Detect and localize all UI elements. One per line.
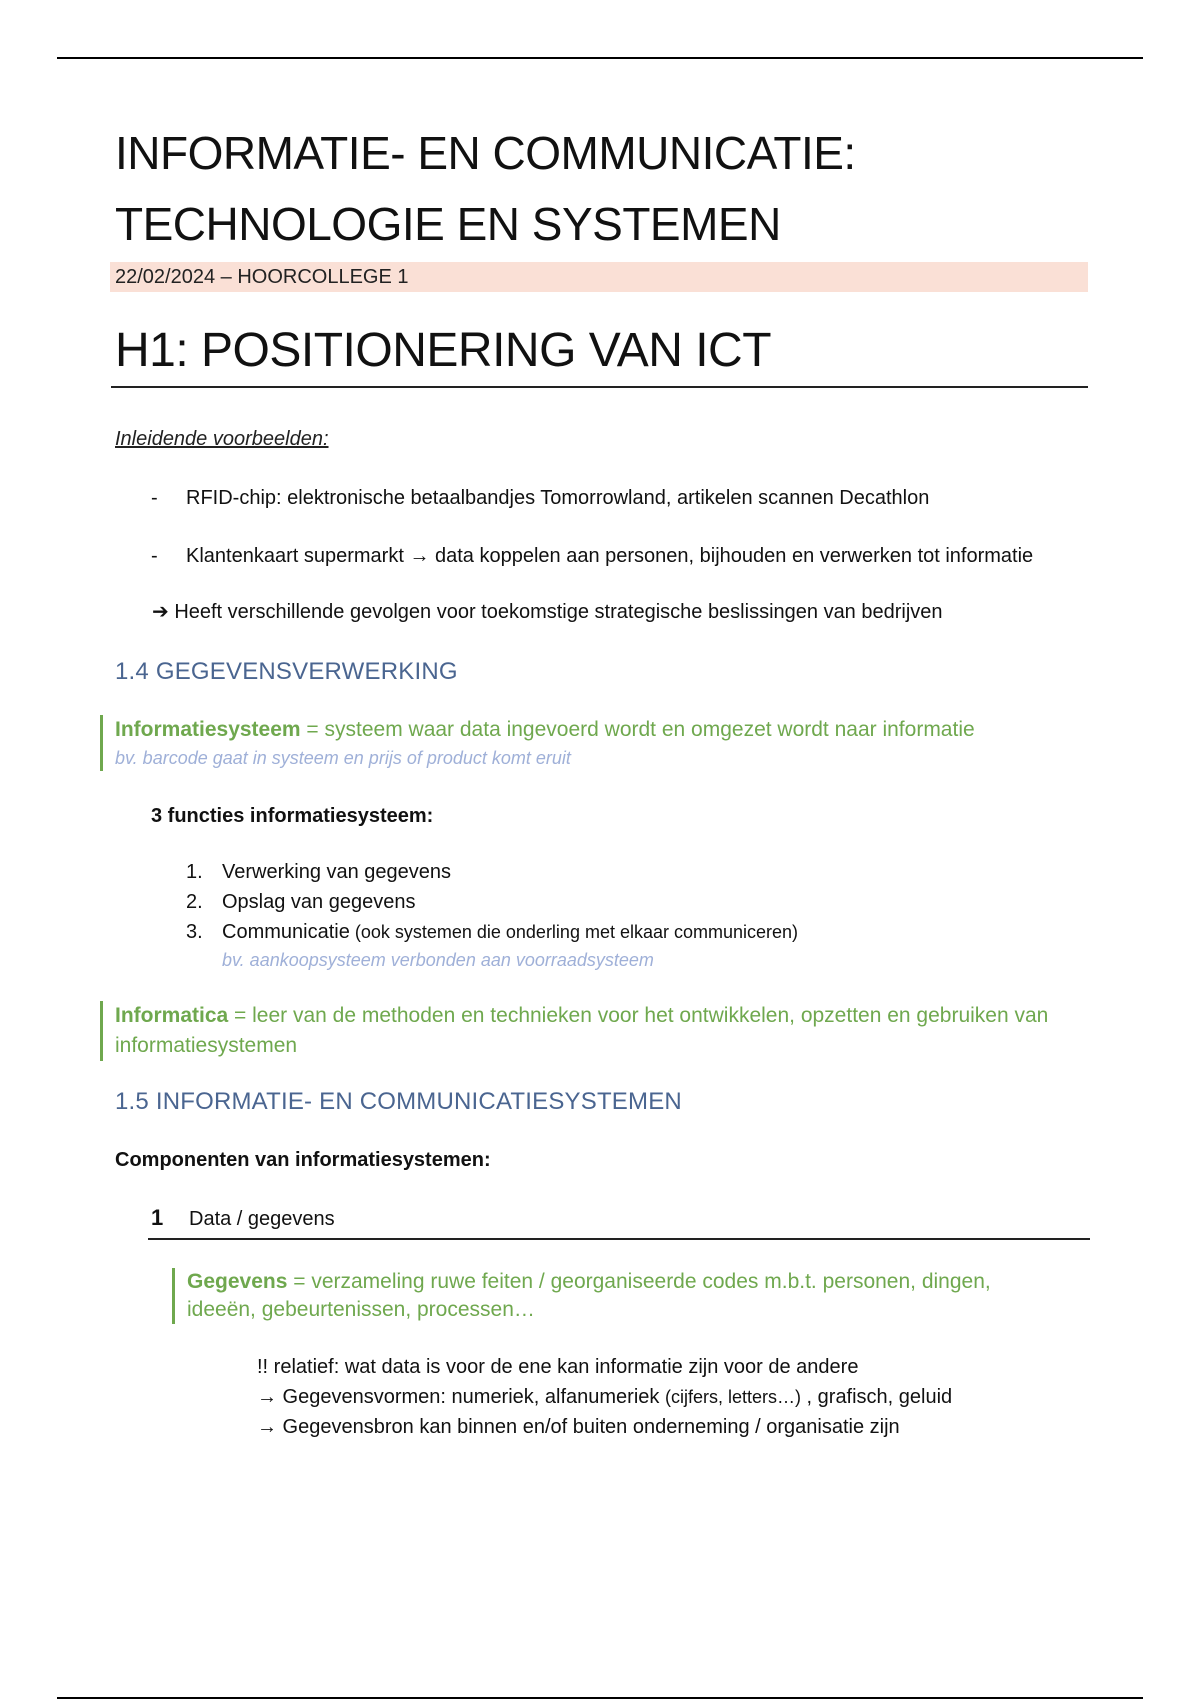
intro-examples-list [115, 483, 1090, 571]
example-note: bv. aankoopsysteem verbonden aan voorraadsysteem [222, 949, 654, 970]
list-item-text: Klantenkaart supermarkt → data koppelen aan personen, bijhouden en verwerken tot informatie [186, 544, 1034, 567]
definition-term: Gegevens [187, 1269, 288, 1293]
list-dash: - [151, 486, 158, 509]
list-item [115, 483, 1086, 513]
list-item-text: Communicatie [222, 920, 350, 943]
top-rule [57, 57, 1143, 59]
date-lecture-bar: 22/02/2024 – HOORCOLLEGE 1 [110, 262, 1088, 292]
definition-informatiesysteem [100, 715, 1090, 771]
note-text: → Gegevensvormen: numeriek, alfanumeriek [257, 1385, 665, 1408]
note-text: , grafisch, geluid [800, 1385, 953, 1408]
list-item-extra: (ook systemen die onderling met elkaar communiceren) [349, 921, 799, 942]
list-number: 1. [186, 860, 203, 883]
definition-term: Informatiesysteem [115, 717, 301, 741]
list-item [115, 887, 1090, 917]
intro-conclusion: ➔ Heeft verschillende gevolgen voor toekomstige strategische beslissingen van bedrijven [152, 600, 943, 623]
list-item [115, 857, 1090, 887]
list-item-text: Verwerking van gegevens [222, 860, 452, 883]
definition-text: = leer van de methoden en technieken voor het ontwikkelen, opzetten en gebruiken van informatiesystemen [115, 1003, 1049, 1057]
list-number: 2. [186, 890, 203, 913]
list-item [115, 541, 1086, 571]
note-data-forms [257, 1382, 1090, 1412]
chapter-heading: H1: POSITIONERING VAN ICT [111, 322, 1088, 388]
section-heading-1-4: 1.4 GEGEVENSVERWERKING [115, 657, 458, 685]
definition-gegevens [172, 1268, 1027, 1324]
components-heading: Componenten van informatiesystemen: [115, 1148, 491, 1171]
list-item-text: Opslag van gegevens [222, 890, 416, 913]
document-title [115, 118, 1090, 260]
functions-heading: 3 functies informatiesysteem: [151, 804, 434, 827]
list-dash: - [151, 544, 158, 567]
bottom-rule [57, 1697, 1143, 1699]
document-body [115, 118, 1090, 1442]
definition-informatica [100, 1001, 1090, 1061]
intro-heading: Inleidende voorbeelden: [115, 427, 329, 450]
note-relative: !! relatief: wat data is voor de ene kan informatie zijn voor de andere [257, 1355, 859, 1378]
component-number: 1 [151, 1204, 164, 1230]
gegevens-notes [257, 1352, 1090, 1442]
title-line-1: INFORMATIE- EN COMMUNICATIE: [115, 127, 856, 179]
functions-list [115, 857, 1090, 973]
title-line-2: TECHNOLOGIE EN SYSTEMEN [115, 198, 781, 250]
example-note: bv. barcode gaat in systeem en prijs of product komt eruit [115, 747, 571, 768]
list-number: 3. [186, 920, 203, 943]
component-heading-1 [148, 1203, 1090, 1240]
component-label: Data / gegevens [189, 1207, 335, 1230]
list-item [115, 917, 1090, 973]
note-small-text: (cijfers, letters…) [664, 1386, 801, 1407]
definition-term: Informatica [115, 1003, 229, 1027]
definition-text: = systeem waar data ingevoerd wordt en omgezet wordt naar informatie [300, 717, 975, 741]
definition-text: = verzameling ruwe feiten / georganiseerde codes m.b.t. personen, dingen, ideeën, gebeurtenissen, processen… [187, 1269, 991, 1321]
list-item-text: RFID-chip: elektronische betaalbandjes Tomorrowland, artikelen scannen Decathlon [186, 486, 930, 509]
section-heading-1-5: 1.5 INFORMATIE- EN COMMUNICATIESYSTEMEN [115, 1087, 682, 1115]
note-data-source: → Gegevensbron kan binnen en/of buiten onderneming / organisatie zijn [257, 1415, 900, 1438]
